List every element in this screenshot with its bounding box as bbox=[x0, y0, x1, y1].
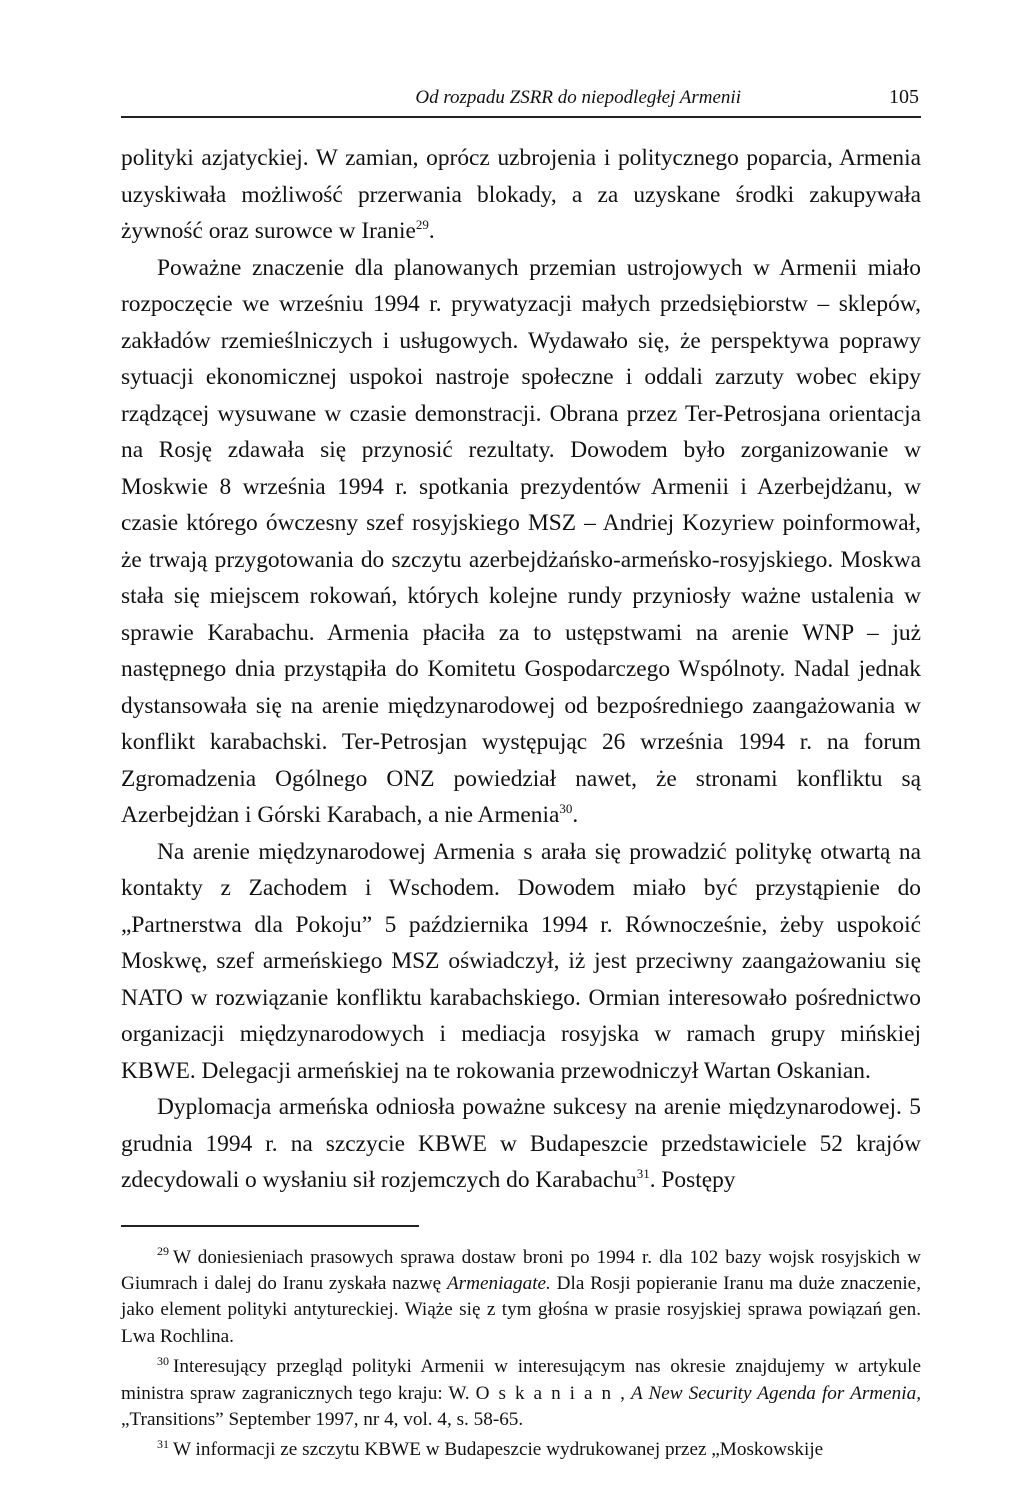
footnote-31: $^{31}$ W informacji ze szczytu KBWE w Budapeszcie wydrukowanej przez „Moskowskije bbox=[157, 1436, 824, 1461]
footnotes bbox=[121, 1245, 921, 1464]
footnote-ref-31[interactable]: 31 bbox=[636, 1166, 650, 1182]
footnote-ref-30[interactable]: 30 bbox=[559, 801, 573, 817]
footnote-29: $^{29}$ W doniesieniach prasowych sprawa dostaw broni po 1994 r. dla 102 bazy wojsk rosyjskich w Giumrach i dalej do Iranu zyskała nazwę Armeniagate. Dla Rosji popieranie Iranu ma duże znaczenie, jako element polityki antytureckiej. Wiąże się z tym głośna w prasie rosyjskiej sprawa powiązań gen. Lwa Rochlina. bbox=[121, 1244, 921, 1347]
footnote-separator bbox=[121, 1225, 419, 1227]
paragraph-1: polityki azjatyckiej. W zamian, oprócz uzbrojenia i politycznego poparcia, Armenia uzyskiwała możliwość przerwania blokady, a za uzyskane środki zakupywała żywność oraz surowce w Iranie$^{29}$. bbox=[121, 145, 921, 244]
footnote-ref-29[interactable]: 29 bbox=[415, 217, 429, 233]
running-header bbox=[121, 86, 921, 118]
book-page bbox=[121, 86, 921, 1468]
page-number: 105 bbox=[889, 86, 919, 108]
paragraph-4: Dyplomacja armeńska odniosła poważne sukcesy na arenie międzynarodowej. 5 grudnia 1994 r. na szczycie KBWE w Budapeszcie przedstawiciele 52 krajów zdecydowali o wysłaniu sił rozjemczych do Karabachu$^{31}$. Postępy bbox=[121, 1094, 921, 1193]
running-title: Od rozpadu ZSRR do niepodległej Armenii bbox=[415, 87, 741, 108]
main-text bbox=[121, 140, 921, 1199]
footnote-30: $^{30}$ Interesujący przegląd polityki Armenii w interesującym nas okresie znajdujemy w artykule ministra spraw zagranicznych tego kraju: W. Oskanian, A New Security Agenda for Armenia, „Transitions” September 1997, nr 4, vol. 4, s. 58-65. bbox=[121, 1353, 921, 1430]
paragraph-3: Na arenie międzynarodowej Armenia s arała się prowadzić politykę otwartą na kontakty z Zachodem i Wschodem. Dowodem miało być przystąpienie do „Partnerstwa dla Pokoju” 5 października 1994 r. Równocześnie, żeby uspokoić Moskwę, szef armeńskiego MSZ oświadczył, iż jest przeciwny zaangażowaniu się NATO w rozwiązanie konfliktu karabachskiego. Ormian interesowało pośrednictwo organizacji międzynarodowych i mediacja rosyjska w ramach grupy mińskiej KBWE. Delegacji armeńskiej na te rokowania przewodniczył Wartan Oskanian. bbox=[121, 838, 921, 1084]
paragraph-2: Poważne znaczenie dla planowanych przemian ustrojowych w Armenii miało rozpoczęcie we wrześniu 1994 r. prywatyzacji małych przedsiębiorstw – sklepów, zakładów rzemieślniczych i usługowych. Wydawało się, że perspektywa poprawy sytuacji ekonomicznej uspokoi nastroje społeczne i oddali zarzuty wobec ekipy rządzącej wysuwane w czasie demonstracji. Obrana przez Ter-Petrosjana orientacja na Rosję zdawała się przynosić rezultaty. Dowodem było zorganizowanie w Moskwie 8 września 1994 r. spotkania prezydentów Armenii i Azerbejdżanu, w czasie którego ówczesny szef rosyjskiego MSZ – Andriej Kozyriew poinformował, że trwają przygotowania do szczytu azerbejdżańsko-armeńsko-rosyjskiego. Moskwa stała się miejscem rokowań, których kolejne rundy przyniosły ważne ustalenia w sprawie Karabachu. Armenia płaciła za to ustępstwami na arenie WNP – już następnego dnia przystąpiła do Komitetu Gospodarczego Wspólnoty. Nadal jednak dystansowała się na arenie międzynarodowej od bezpośredniego zaangażowania w konflikt karabachski. Ter-Petrosjan występując 26 września 1994 r. na forum Zgromadzenia Ogólnego ONZ powiedział nawet, że stronami konfliktu są Azerbejdżan i Górski Karabach, a nie Armenia$^{30}$. bbox=[121, 254, 921, 828]
